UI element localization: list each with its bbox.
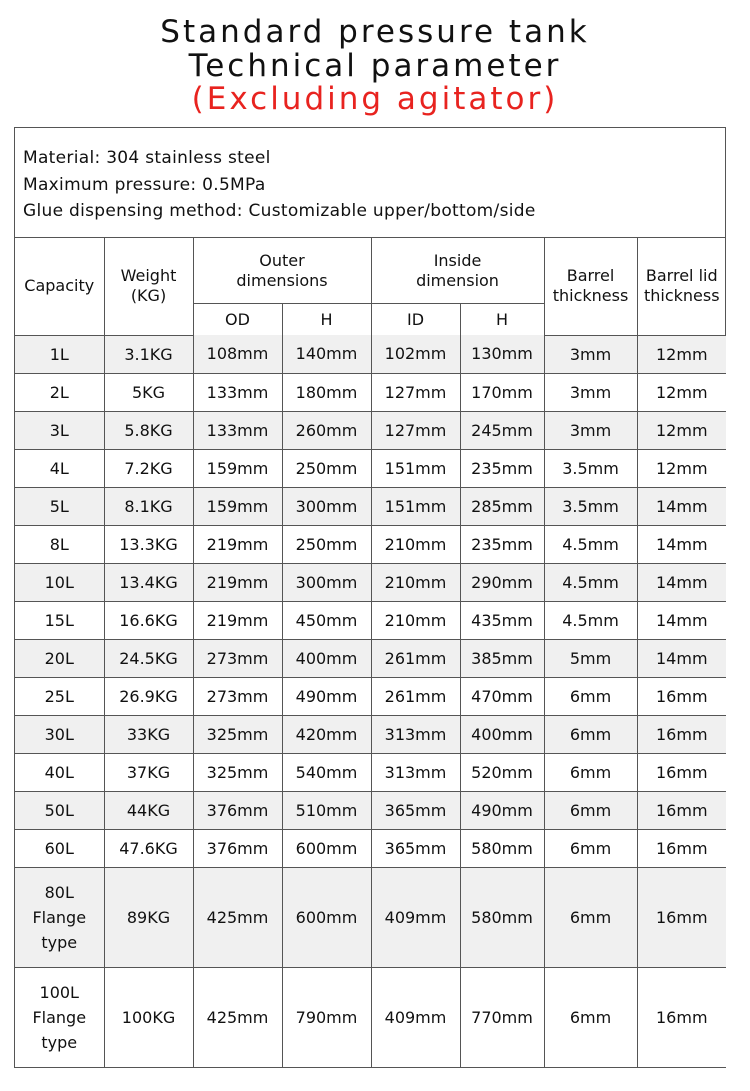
cell-barrel-thickness: 6mm: [544, 967, 637, 1067]
cell-capacity: 100L Flange type: [15, 967, 104, 1067]
cell-inside-h: 235mm: [460, 525, 544, 563]
table-row: [15, 829, 726, 867]
cell-weight: 5.8KG: [104, 411, 193, 449]
cell-outer-h: 260mm: [282, 411, 371, 449]
table-row: [15, 525, 726, 563]
cell-outer-od: 219mm: [193, 563, 282, 601]
cell-capacity: 5L: [15, 487, 104, 525]
pressure-text: Maximum pressure: 0.5MPa: [23, 174, 266, 195]
cell-weight: 100KG: [104, 967, 193, 1067]
cell-barrel-thickness: 3mm: [544, 411, 637, 449]
cell-capacity: 30L: [15, 715, 104, 753]
cell-barrel-thickness: 4.5mm: [544, 601, 637, 639]
table-row: [15, 967, 726, 1067]
cell-weight: 8.1KG: [104, 487, 193, 525]
cell-inside-h: 580mm: [460, 829, 544, 867]
cell-weight: 24.5KG: [104, 639, 193, 677]
cell-outer-h: 180mm: [282, 373, 371, 411]
cell-capacity: 40L: [15, 753, 104, 791]
cell-outer-od: 325mm: [193, 753, 282, 791]
cell-lid-thickness: 16mm: [637, 677, 726, 715]
header-outer-dimensions: Outer dimensions: [193, 238, 371, 304]
cell-outer-h: 140mm: [282, 335, 371, 373]
cell-lid-thickness: 16mm: [637, 791, 726, 829]
cell-inside-h: 490mm: [460, 791, 544, 829]
cell-barrel-thickness: 6mm: [544, 829, 637, 867]
cell-weight: 13.4KG: [104, 563, 193, 601]
cell-lid-thickness: 16mm: [637, 753, 726, 791]
cell-lid-thickness: 14mm: [637, 487, 726, 525]
title-line-1: Standard pressure tank: [160, 14, 590, 50]
header-id: ID: [371, 304, 460, 336]
cell-outer-h: 490mm: [282, 677, 371, 715]
table-row: [15, 449, 726, 487]
cell-barrel-thickness: 6mm: [544, 753, 637, 791]
cell-lid-thickness: 16mm: [637, 715, 726, 753]
cell-outer-od: 133mm: [193, 373, 282, 411]
cell-inside-id: 409mm: [371, 867, 460, 967]
cell-outer-od: 219mm: [193, 601, 282, 639]
info-box: [15, 128, 725, 238]
cell-inside-h: 470mm: [460, 677, 544, 715]
table-row: [15, 753, 726, 791]
cell-outer-h: 600mm: [282, 867, 371, 967]
dispensing-text: Glue dispensing method: Customizable upper/bottom/side: [23, 201, 536, 221]
cell-capacity: 80L Flange type: [15, 867, 104, 967]
cell-weight: 47.6KG: [104, 829, 193, 867]
cell-capacity: 1L: [15, 335, 104, 373]
table-body: [15, 335, 726, 1067]
header-barrel-thickness: Barrel thickness: [544, 238, 637, 335]
header-weight: Weight (KG): [104, 238, 193, 335]
table-row: [15, 791, 726, 829]
cell-barrel-thickness: 5mm: [544, 639, 637, 677]
cell-outer-od: 159mm: [193, 449, 282, 487]
cell-inside-h: 520mm: [460, 753, 544, 791]
material-text: Material: 304 stainless steel: [23, 148, 271, 168]
cell-barrel-thickness: 6mm: [544, 867, 637, 967]
cell-lid-thickness: 12mm: [637, 411, 726, 449]
cell-capacity: 8L: [15, 525, 104, 563]
cell-barrel-thickness: 6mm: [544, 715, 637, 753]
cell-lid-thickness: 14mm: [637, 639, 726, 677]
header-od: OD: [193, 304, 282, 336]
cell-inside-h: 400mm: [460, 715, 544, 753]
cell-outer-od: 273mm: [193, 677, 282, 715]
cell-capacity: 50L: [15, 791, 104, 829]
cell-outer-h: 420mm: [282, 715, 371, 753]
cell-outer-od: 133mm: [193, 411, 282, 449]
cell-outer-od: 325mm: [193, 715, 282, 753]
cell-inside-h: 385mm: [460, 639, 544, 677]
cell-inside-h: 290mm: [460, 563, 544, 601]
cell-inside-h: 435mm: [460, 601, 544, 639]
cell-outer-od: 108mm: [193, 335, 282, 373]
cell-lid-thickness: 14mm: [637, 525, 726, 563]
cell-inside-id: 127mm: [371, 411, 460, 449]
cell-inside-id: 365mm: [371, 791, 460, 829]
table-row: [15, 601, 726, 639]
cell-inside-id: 313mm: [371, 715, 460, 753]
cell-capacity: 20L: [15, 639, 104, 677]
cell-inside-h: 580mm: [460, 867, 544, 967]
cell-outer-od: 425mm: [193, 967, 282, 1067]
table-row: [15, 373, 726, 411]
cell-capacity: 4L: [15, 449, 104, 487]
cell-barrel-thickness: 3.5mm: [544, 449, 637, 487]
cell-barrel-thickness: 6mm: [544, 677, 637, 715]
cell-capacity: 10L: [15, 563, 104, 601]
cell-barrel-thickness: 3.5mm: [544, 487, 637, 525]
parameter-table: [15, 238, 726, 1067]
cell-inside-id: 102mm: [371, 335, 460, 373]
table-row: [15, 867, 726, 967]
title-line-3: (Excluding agitator): [191, 81, 559, 117]
table-row: [15, 335, 726, 373]
header-inside-h: H: [460, 304, 544, 336]
header-lid-thickness: Barrel lid thickness: [637, 238, 726, 335]
cell-lid-thickness: 12mm: [637, 373, 726, 411]
cell-inside-h: 245mm: [460, 411, 544, 449]
cell-barrel-thickness: 4.5mm: [544, 563, 637, 601]
cell-capacity: 3L: [15, 411, 104, 449]
table-row: [15, 487, 726, 525]
cell-capacity: 60L: [15, 829, 104, 867]
cell-weight: 13.3KG: [104, 525, 193, 563]
cell-inside-id: 151mm: [371, 449, 460, 487]
cell-outer-od: 376mm: [193, 829, 282, 867]
cell-outer-h: 400mm: [282, 639, 371, 677]
cell-outer-h: 250mm: [282, 449, 371, 487]
cell-inside-h: 130mm: [460, 335, 544, 373]
cell-inside-id: 151mm: [371, 487, 460, 525]
cell-lid-thickness: 14mm: [637, 601, 726, 639]
cell-outer-h: 600mm: [282, 829, 371, 867]
cell-outer-h: 300mm: [282, 563, 371, 601]
table-row: [15, 563, 726, 601]
table-row: [15, 715, 726, 753]
cell-outer-od: 159mm: [193, 487, 282, 525]
cell-barrel-thickness: 3mm: [544, 335, 637, 373]
cell-inside-id: 210mm: [371, 525, 460, 563]
cell-capacity: 2L: [15, 373, 104, 411]
cell-inside-h: 285mm: [460, 487, 544, 525]
cell-lid-thickness: 16mm: [637, 829, 726, 867]
cell-barrel-thickness: 3mm: [544, 373, 637, 411]
cell-barrel-thickness: 4.5mm: [544, 525, 637, 563]
cell-outer-h: 540mm: [282, 753, 371, 791]
title-line-2: Technical parameter: [188, 48, 562, 84]
cell-capacity: 25L: [15, 677, 104, 715]
cell-barrel-thickness: 6mm: [544, 791, 637, 829]
cell-weight: 7.2KG: [104, 449, 193, 487]
cell-capacity: 15L: [15, 601, 104, 639]
cell-outer-od: 425mm: [193, 867, 282, 967]
cell-outer-h: 450mm: [282, 601, 371, 639]
cell-inside-id: 409mm: [371, 967, 460, 1067]
cell-weight: 44KG: [104, 791, 193, 829]
cell-lid-thickness: 16mm: [637, 967, 726, 1067]
cell-weight: 33KG: [104, 715, 193, 753]
cell-weight: 89KG: [104, 867, 193, 967]
header-inside-dimension: Inside dimension: [371, 238, 544, 304]
cell-outer-h: 250mm: [282, 525, 371, 563]
cell-inside-h: 235mm: [460, 449, 544, 487]
table-row: [15, 411, 726, 449]
cell-inside-h: 770mm: [460, 967, 544, 1067]
header-outer-h: H: [282, 304, 371, 336]
cell-inside-id: 261mm: [371, 639, 460, 677]
cell-inside-id: 210mm: [371, 601, 460, 639]
cell-inside-id: 127mm: [371, 373, 460, 411]
cell-lid-thickness: 14mm: [637, 563, 726, 601]
cell-inside-id: 210mm: [371, 563, 460, 601]
cell-weight: 37KG: [104, 753, 193, 791]
cell-lid-thickness: 16mm: [637, 867, 726, 967]
cell-lid-thickness: 12mm: [637, 335, 726, 373]
parameter-sheet: [14, 127, 726, 1068]
cell-outer-od: 273mm: [193, 639, 282, 677]
table-row: [15, 639, 726, 677]
cell-outer-od: 376mm: [193, 791, 282, 829]
cell-inside-h: 170mm: [460, 373, 544, 411]
cell-weight: 3.1KG: [104, 335, 193, 373]
cell-outer-h: 300mm: [282, 487, 371, 525]
cell-inside-id: 313mm: [371, 753, 460, 791]
cell-weight: 5KG: [104, 373, 193, 411]
cell-inside-id: 261mm: [371, 677, 460, 715]
cell-outer-h: 790mm: [282, 967, 371, 1067]
cell-weight: 16.6KG: [104, 601, 193, 639]
cell-outer-h: 510mm: [282, 791, 371, 829]
table-row: [15, 677, 726, 715]
cell-outer-od: 219mm: [193, 525, 282, 563]
cell-inside-id: 365mm: [371, 829, 460, 867]
cell-lid-thickness: 12mm: [637, 449, 726, 487]
header-capacity: Capacity: [15, 238, 104, 335]
cell-weight: 26.9KG: [104, 677, 193, 715]
